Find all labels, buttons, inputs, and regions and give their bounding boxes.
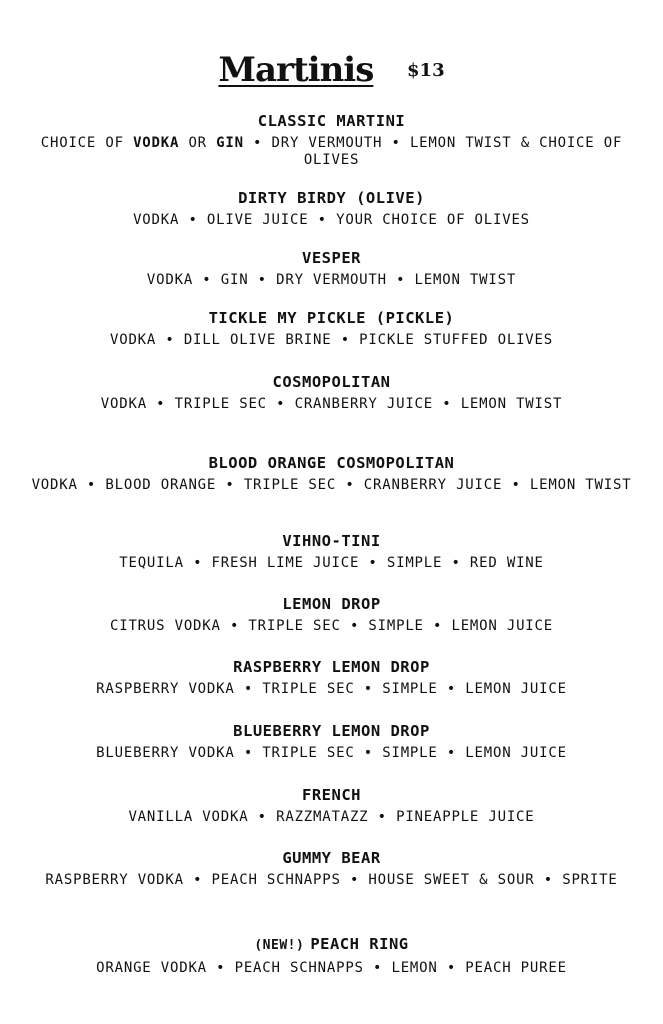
menu-item-lemon-drop <box>0 594 663 635</box>
item-description: ORANGE VODKA • PEACH SCHNAPPS • LEMON • PEACH PUREE <box>96 960 567 976</box>
item-name: BLUEBERRY LEMON DROP <box>233 722 430 740</box>
item-description: RASPBERRY VODKA • PEACH SCHNAPPS • HOUSE SWEET & SOUR • SPRITE <box>45 872 618 888</box>
menu-item-tickle-my-pickle <box>0 308 663 349</box>
menu-item-cosmopolitan <box>0 372 663 413</box>
item-name: FRENCH <box>302 786 361 804</box>
menu-title: Martinis <box>218 50 374 90</box>
menu-item-classic-martini <box>0 111 663 169</box>
item-description: VODKA • DILL OLIVE BRINE • PICKLE STUFFED OLIVES <box>110 332 553 348</box>
item-description: VODKA • TRIPLE SEC • CRANBERRY JUICE • LEMON TWIST <box>100 396 563 412</box>
item-name: LEMON DROP <box>282 595 381 613</box>
item-description: RASPBERRY VODKA • TRIPLE SEC • SIMPLE • LEMON JUICE <box>96 681 567 697</box>
menu-item-raspberry-lemon-drop <box>0 657 663 698</box>
item-name: DIRTY BIRDY (OLIVE) <box>238 189 425 207</box>
item-name: VIHNO-TINI <box>282 532 381 550</box>
item-description: CHOICE OF VODKA OR GIN • DRY VERMOUTH • LEMON TWIST & CHOICE OF OLIVES <box>40 135 623 168</box>
menu-price: $13 <box>407 59 445 81</box>
menu-item-dirty-birdy <box>0 188 663 229</box>
menu-item-blueberry-lemon-drop <box>0 721 663 762</box>
item-name: GUMMY BEAR <box>282 849 381 867</box>
item-name: TICKLE MY PICKLE (PICKLE) <box>208 309 455 327</box>
item-description: CITRUS VODKA • TRIPLE SEC • SIMPLE • LEMON JUICE <box>110 618 553 634</box>
menu-item-vihno-tini <box>0 531 663 572</box>
menu-item-gummy-bear <box>0 848 663 889</box>
item-description: VODKA • BLOOD ORANGE • TRIPLE SEC • CRANBERRY JUICE • LEMON TWIST <box>31 477 632 493</box>
item-description: VODKA • GIN • DRY VERMOUTH • LEMON TWIST <box>146 272 517 288</box>
item-description: TEQUILA • FRESH LIME JUICE • SIMPLE • RED WINE <box>119 555 544 571</box>
menu-header <box>0 50 663 90</box>
menu-item-vesper <box>0 248 663 289</box>
item-name: RASPBERRY LEMON DROP <box>233 658 430 676</box>
new-badge: (NEW!) <box>254 938 305 953</box>
menu-item-french <box>0 785 663 826</box>
item-description: VANILLA VODKA • RAZZMATAZZ • PINEAPPLE JUICE <box>128 809 535 825</box>
item-name: CLASSIC MARTINI <box>257 112 406 130</box>
menu-item-peach-ring <box>0 934 663 977</box>
menu-item-blood-orange-cosmopolitan <box>0 453 663 494</box>
item-name: BLOOD ORANGE COSMOPOLITAN <box>208 454 455 472</box>
item-name: COSMOPOLITAN <box>272 373 391 391</box>
item-description: VODKA • OLIVE JUICE • YOUR CHOICE OF OLIVES <box>133 212 530 228</box>
item-description: BLUEBERRY VODKA • TRIPLE SEC • SIMPLE • LEMON JUICE <box>96 745 567 761</box>
item-name: (NEW!) PEACH RING <box>254 935 409 953</box>
item-name: VESPER <box>302 249 361 267</box>
